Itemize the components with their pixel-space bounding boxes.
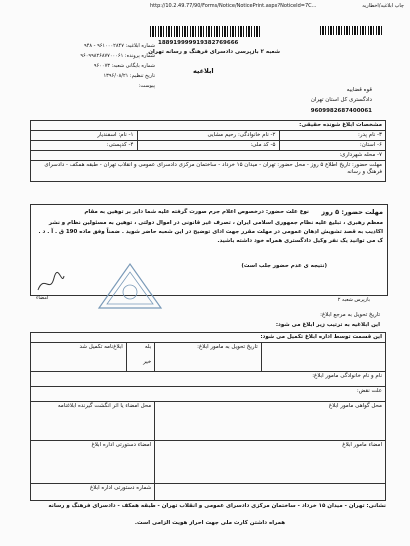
admin-sig-cell: امضاء دستورتی اداره ابلاغ <box>31 441 155 484</box>
checkbox-no-label: خیر <box>143 359 152 365</box>
notice-body: معظم رهبری ، تبلیغ علیه نظام جمهوری اسلامی ایران ، تصرف غیر قانونی در اموال دولتی ، توهین به مسئولین نظام و نشر اکاذیب به قصد تشویش اذهان عمومی در مهلت مقرر جهت ادای توضیح در این شعبه حاضر شوید . ضمناً وفق ماده 190 ق . آ . د . ک می توانید یک نفر وکیل دادگستری همراه خود داشته باشید. <box>38 220 383 244</box>
tracking-code: 9609982687400061 <box>310 108 372 114</box>
notes-cell: علت نقض: <box>31 387 386 402</box>
judiciary-label: قوه قضاییه <box>346 87 372 93</box>
date-stamp-cell: شماره دستورتی اداره ابلاغ <box>31 484 155 501</box>
deadline-text: مهلت حضور: ۵ روز <box>321 208 383 216</box>
issue-date: تاریخ تنظیم: ۱۳۹۶/۰۸/۲۱ <box>103 73 155 79</box>
delivery-date-cell: تاریخ تحویل به مامور ابلاغ: <box>155 343 262 372</box>
receiver-sig-cell: محل امضاء یا اثر انگشت گیرنده ابلاغنامه <box>31 402 155 441</box>
case-number: شماره ابلاغیه: ۹۶۱۰۰۰۲۸۴۷ - ۹۴۸ <box>84 43 155 49</box>
signature-mark <box>36 270 66 296</box>
barcode-number: 188919999919382769666 <box>158 40 239 46</box>
notice-box <box>30 204 388 296</box>
father-cell: ۳- نام پدر: <box>279 131 386 141</box>
national-cell: ۵- کد ملی: <box>137 141 279 151</box>
checkbox-yes-label: بله <box>144 344 152 350</box>
page-title: ابلاغیه <box>193 67 214 75</box>
court-label: دادگستری کل استان تهران <box>310 97 372 103</box>
barcode-right <box>320 26 382 35</box>
branch-title: شعبه ۲ بازپرسی دادسرای فرهنگ و رسانه تهران <box>148 49 280 55</box>
receiver-cell: ابلاغ‌نامه تکمیل شد <box>31 343 127 372</box>
print-label: چاپ ابلاغیه/اخطاریه <box>362 3 404 9</box>
delivery-date-label: تاریخ تحویل به مرجع ابلاغ: <box>320 312 380 318</box>
footer-address: نشانی: تهران - میدان ۱۵ خرداد - ساختمان مرکزی دادسرای عمومی و انقلاب تهران - طبقه همکف - دادسرای فرهنگ و رسانه <box>48 503 386 509</box>
family-cell: ۲- نام خانوادگی: رحیم مشایی <box>137 131 279 141</box>
name-cell: ۱- نام: اسفندیار <box>31 131 138 141</box>
officer-sig-cell: امضاء مامور ابلاغ <box>155 441 386 484</box>
reason-title: نوع علت حضور: درخصوص اعلام جرم صورت گرفته علیه شما دایر بر توهین به مقام <box>84 209 309 215</box>
municipality-cell: ۷- محله شهرداری: <box>31 151 386 161</box>
file-number: شماره پرونده: ۹۶۰۹۹۸۲۶۸۷۷۰۰۰۶۱ <box>80 53 155 59</box>
issuer-label: بازپرس شعبه ۲ <box>337 297 370 303</box>
method-title: این ابلاغیه به ترتیب زیر ابلاغ می شود: <box>275 322 380 328</box>
officer-cert-cell: محل گواهی مامور ابلاغ <box>155 402 386 441</box>
officer-name-cell: نام و نام خانوادگی مامور ابلاغ: <box>31 372 386 387</box>
notice-warning: (نتیجه ی عدم حضور جلب است) <box>241 263 327 269</box>
birth-cell: ۴- کدپستی: <box>31 141 138 151</box>
attachment: پیوست: <box>138 83 155 89</box>
delivery-table <box>30 332 386 501</box>
signed-label: امضاء <box>36 295 49 301</box>
archive-number: شماره بایگانی شعبه: ۹۶۰۰۷۳ <box>93 63 155 69</box>
delivery-row-header: این قسمت توسط اداره ابلاغ تکمیل می شود: <box>31 333 386 343</box>
print-url: http://10.2.49.77/90/Forms/Notice/NoticePrint.aspx?NoticeId=7C... <box>150 3 317 9</box>
city-cell: ۶- استان: <box>279 141 386 151</box>
barcode-top <box>150 26 260 37</box>
footer-note: همراه داشتن کارت ملی جهت احراز هویت الزامی است. <box>134 520 286 526</box>
official-stamp-triangle <box>95 258 165 313</box>
recipient-section-title: مشخصات ابلاغ شونده حقیقی: <box>31 121 386 131</box>
address-cell: مهلت حضور: تاریخ اطلاع ۵ روز - محل حضور: تهران - میدان ۱۵ خرداد - ساختمان مرکزی دادسرای عمومی و انقلاب تهران - طبقه همکف - دادسرای فرهنگ و رسانه <box>31 161 386 182</box>
recipient-table <box>30 120 386 182</box>
